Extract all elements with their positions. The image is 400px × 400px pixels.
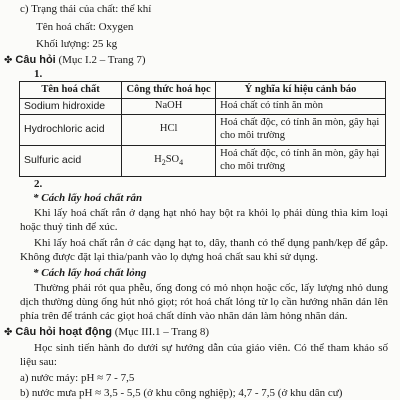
solid-heading: * Cách lấy hoá chất rắn: [33, 192, 143, 204]
formula-subscript: 4: [179, 157, 184, 167]
table-header-cell: Ý nghĩa kí hiệu cảnh báo: [216, 82, 386, 99]
activity-heading-bold: Câu hỏi hoạt động: [15, 326, 112, 338]
chemical-name-cell: Sulfuric acid: [20, 145, 122, 176]
diamond-bullet-icon: ✤: [4, 55, 13, 66]
liquid-heading: * Cách lấy hoá chất lỏng: [33, 267, 147, 279]
chemical-name-cell: Hydrochloric acid: [20, 114, 122, 145]
chemical-table: [19, 81, 386, 177]
table-row: [20, 99, 386, 115]
formula-cell: HCl: [122, 114, 216, 145]
liquid-paragraph: Thường phải rót qua phễu, ống đong có mỏ nhọn hoặc cốc, lấy lượng nhỏ dung dịch thường dùng ống hút nhỏ giọt; rót hoá chất lỏng từ lọ cần hướng nhãn dán lên phía trên để tránh các giọt hoá chất dính vào nhãn dán làm hỏng nhãn dán.: [20, 282, 388, 323]
chemical-name-cell: Sodium hidroxide: [20, 99, 122, 115]
activity-paragraph: Học sinh tiến hành đo dưới sự hướng dẫn của giáo viên. Có thể tham khảo số liệu sau:: [20, 342, 388, 369]
mass-line: Khối lượng: 25 kg: [36, 38, 118, 50]
diamond-bullet-icon: ✤: [4, 327, 13, 338]
formula-part: H: [154, 153, 162, 165]
activity-item-a: a) nước máy: pH ≈ 7 - 7,5: [20, 372, 135, 384]
state-line: c) Trạng thái của chất: thể khí: [20, 3, 152, 15]
item-number-1: 1.: [34, 68, 43, 80]
table-header-cell: Tên hoá chất: [20, 82, 122, 99]
solid-paragraph-2: Khi lấy hoá chất rắn ở các dạng hạt to, dây, thanh có thể dụng panh/kẹp để gắp. Không được đặt lại thìa/panh vào lọ dựng hoá chất sau khi sử dụng.: [20, 237, 388, 264]
meaning-cell: Hoá chất độc, có tính ăn mòn, gây hại cho môi trường: [216, 114, 386, 145]
item-number-2: 2.: [34, 178, 43, 190]
table-row: [20, 114, 386, 145]
solid-paragraph-1: Khi lấy hoá chất rắn ở dạng hạt nhỏ hay bột ra khỏi lọ phải dùng thìa kim loại hoặc thuỷ tinh để xúc.: [20, 207, 388, 234]
activity-heading: [4, 325, 209, 340]
chemical-name-line: Tên hoá chất: Oxygen: [36, 21, 134, 33]
meaning-cell: Hoá chất có tính ăn mòn: [216, 99, 386, 115]
table-header-row: [20, 82, 386, 99]
question-heading-bold: Câu hỏi: [15, 54, 56, 66]
formula-cell: [122, 145, 216, 176]
question-heading-ref: (Mục I.2 – Trang 7): [58, 54, 146, 66]
table-header-cell: Công thức hoá học: [122, 82, 216, 99]
activity-heading-ref: (Mục III.1 – Trang 8): [114, 326, 210, 338]
formula-subscript: 2: [161, 157, 166, 167]
formula-cell: NaOH: [122, 99, 216, 115]
question-heading: [4, 53, 146, 68]
table-row: [20, 145, 386, 176]
formula-part: SO: [165, 153, 180, 165]
meaning-cell: Hoá chất độc, có tính ăn mòn, gây hại cho môi trường: [216, 145, 386, 176]
activity-item-b: b) nước mưa pH ≈ 3,5 - 5,5 (ở khu công nghiệp); 4,7 - 7,5 (ở khu dân cư): [20, 387, 343, 399]
